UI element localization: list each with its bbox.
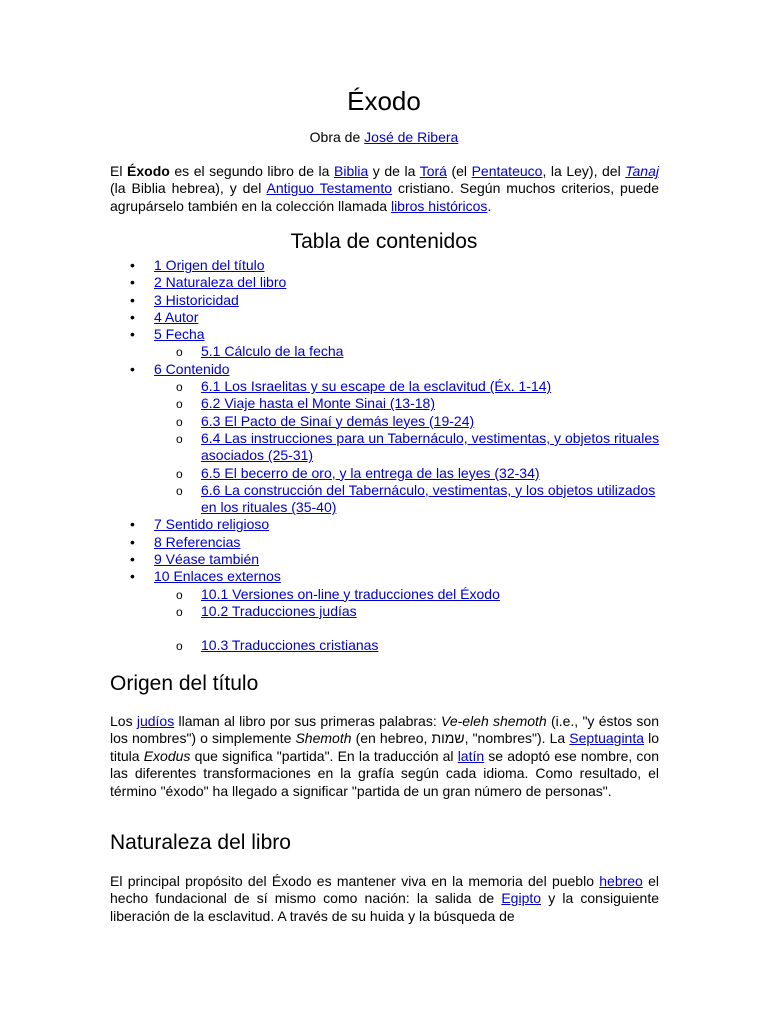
toc-link-historicidad[interactable]: 3 Historicidad bbox=[154, 291, 239, 308]
toc-link-referencias[interactable]: 8 Referencias bbox=[154, 533, 241, 550]
link-pentateuco[interactable]: Pentateuco bbox=[471, 163, 543, 179]
toc-subitem bbox=[110, 395, 670, 412]
toc-link-origen[interactable]: 1 Origen del título bbox=[154, 257, 265, 273]
toc-subitem bbox=[110, 413, 670, 430]
link-latin[interactable]: latín bbox=[457, 747, 485, 764]
toc-link-fecha[interactable]: 5 Fecha bbox=[154, 326, 205, 343]
toc-link-viaje-sinai[interactable]: 6.2 Viaje hasta el Monte Sinai (13-18) bbox=[201, 395, 435, 412]
toc-item bbox=[110, 292, 670, 309]
intro-text: , la Ley), del bbox=[542, 163, 626, 179]
origen-text: llaman al libro por sus primeras palabras: bbox=[174, 713, 441, 729]
subtitle-prefix: Obra de bbox=[309, 129, 365, 145]
naturaleza-text: y la consiguiente liberación de la esclavitud. A través de su huida y la búsqueda de bbox=[110, 890, 659, 924]
toc-link-vease-tambien[interactable]: 9 Véase también bbox=[154, 551, 260, 568]
toc-link-construccion-tabernaculo[interactable]: 6.6 La construcción del Tabernáculo, vestimentas, y los objetos utilizados en los rituales (35-40) bbox=[201, 481, 656, 516]
section-heading-naturaleza: Naturaleza del libro bbox=[110, 831, 291, 854]
intro-text: . bbox=[487, 197, 492, 214]
origen-text: se adoptó ese nombre, con las diferentes transformaciones en la grafía según cada idioma. Como resultado, el término "éxodo" ha llegado a significar "partida de un gran número de personas". bbox=[110, 747, 659, 799]
toc-subitem bbox=[110, 430, 670, 465]
toc-subitem bbox=[110, 603, 670, 620]
link-judios[interactable]: judíos bbox=[136, 713, 175, 729]
origen-text: (en hebreo, שמות, "nombres"). La bbox=[351, 730, 570, 747]
toc-link-traducciones-judias[interactable]: 10.2 Traducciones judías bbox=[201, 602, 357, 619]
toc-item bbox=[110, 326, 670, 343]
origen-paragraph bbox=[110, 713, 659, 800]
intro-text: El bbox=[110, 163, 128, 179]
intro-text: cristiano. Según muchos criterios, puede agrupárselo también en la colección llamada bbox=[110, 180, 659, 214]
link-septuaginta[interactable]: Septuaginta bbox=[569, 730, 645, 747]
intro-text: es el segundo libro de la bbox=[169, 163, 334, 179]
toc-link-enlaces-externos[interactable]: 10 Enlaces externos bbox=[154, 568, 281, 585]
page-title: Éxodo bbox=[347, 86, 421, 116]
toc-title: Tabla de contenidos bbox=[290, 230, 478, 253]
naturaleza-text: el hecho fundacional de sí mismo como nación: la salida de bbox=[110, 873, 659, 907]
toc-link-contenido[interactable]: 6 Contenido bbox=[154, 360, 230, 377]
link-jose-de-ribera[interactable]: José de Ribera bbox=[364, 129, 459, 145]
toc-subitem bbox=[110, 482, 670, 517]
toc-subitem bbox=[110, 637, 670, 654]
section-heading-origen: Origen del título bbox=[110, 672, 259, 695]
toc-item bbox=[110, 257, 670, 274]
link-libros-historicos[interactable]: libros históricos bbox=[390, 197, 488, 214]
toc-link-traducciones-cristianas[interactable]: 10.3 Traducciones cristianas bbox=[201, 637, 379, 654]
toc-link-pacto-sinai[interactable]: 6.3 El Pacto de Sinaí y demás leyes (19-24) bbox=[201, 412, 475, 429]
link-hebreo[interactable]: hebreo bbox=[599, 873, 643, 889]
toc-list bbox=[110, 257, 670, 655]
toc-item bbox=[110, 534, 670, 551]
toc-subitem bbox=[110, 378, 670, 395]
toc-link-israelitas[interactable]: 6.1 Los Israelitas y su escape de la esclavitud (Éx. 1-14) bbox=[201, 378, 552, 395]
toc-link-sentido-religioso[interactable]: 7 Sentido religioso bbox=[154, 516, 270, 533]
link-tanaj[interactable]: Tanaj bbox=[625, 163, 659, 179]
toc-subitem bbox=[110, 343, 670, 360]
toc-item bbox=[110, 274, 670, 291]
intro-paragraph bbox=[110, 163, 659, 215]
toc-item bbox=[110, 551, 670, 568]
intro-bold-exodo: Éxodo bbox=[127, 163, 170, 179]
toc-link-naturaleza[interactable]: 2 Naturaleza del libro bbox=[154, 274, 287, 291]
toc-item bbox=[110, 361, 670, 378]
intro-text: (la Biblia hebrea), y del bbox=[110, 180, 267, 197]
toc-subitem bbox=[110, 465, 670, 482]
toc-item bbox=[110, 309, 670, 326]
toc-link-autor[interactable]: 4 Autor bbox=[154, 308, 199, 325]
toc-item bbox=[110, 568, 670, 585]
toc-subitem bbox=[110, 586, 670, 603]
naturaleza-text: El principal propósito del Éxodo es mantener viva en la memoria del pueblo bbox=[110, 873, 600, 889]
link-antiguo-testamento[interactable]: Antiguo Testamento bbox=[266, 180, 393, 197]
toc-link-calculo-fecha[interactable]: 5.1 Cálculo de la fecha bbox=[201, 343, 344, 360]
link-tora[interactable]: Torá bbox=[419, 163, 447, 179]
origen-text: Los bbox=[110, 713, 137, 729]
origen-italic-ve-eleh-shemoth: Ve-eleh shemoth bbox=[441, 713, 547, 729]
link-egipto[interactable]: Egipto bbox=[501, 890, 542, 907]
origen-italic-shemoth: Shemoth bbox=[295, 730, 352, 747]
intro-text: (el bbox=[446, 163, 472, 179]
naturaleza-paragraph bbox=[110, 873, 659, 925]
subtitle bbox=[0, 129, 768, 145]
origen-italic-exodus: Exodus bbox=[143, 747, 191, 764]
origen-text: (i.e., "y éstos son los nombres") o simplemente bbox=[110, 713, 659, 747]
origen-text: que significa "partida". En la traducción al bbox=[190, 747, 458, 764]
toc-link-becerro-oro[interactable]: 6.5 El becerro de oro, y la entrega de las leyes (32-34) bbox=[201, 464, 540, 481]
toc-item bbox=[110, 516, 670, 533]
toc-link-instrucciones-tabernaculo[interactable]: 6.4 Las instrucciones para un Tabernáculo, vestimentas, y objetos rituales asociados (25-31) bbox=[201, 429, 660, 464]
table-of-contents bbox=[110, 257, 670, 655]
link-biblia[interactable]: Biblia bbox=[334, 163, 369, 179]
intro-text: y de la bbox=[368, 163, 420, 179]
toc-link-versiones-online[interactable]: 10.1 Versiones on-line y traducciones del Éxodo bbox=[201, 585, 500, 602]
origen-text: lo titula bbox=[110, 730, 659, 764]
